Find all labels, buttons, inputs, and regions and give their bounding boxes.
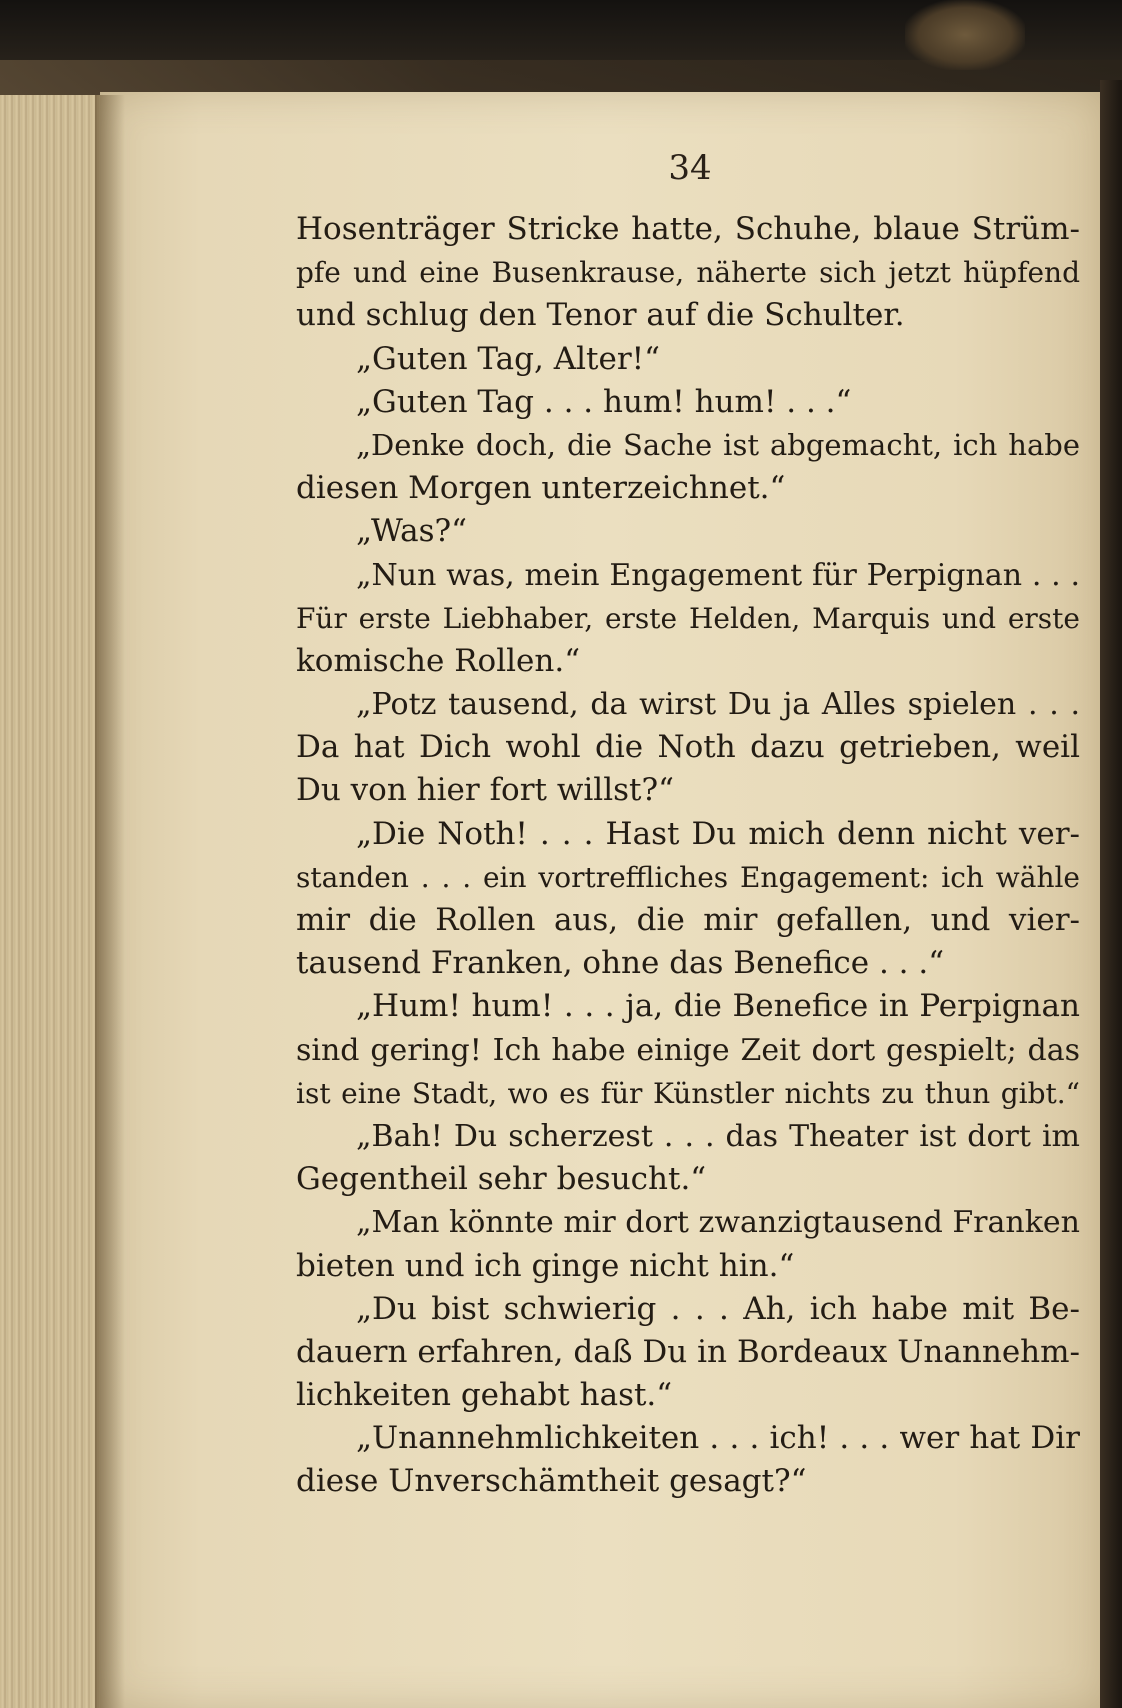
page-number: 34 xyxy=(668,148,712,188)
text-line: „Die Noth! . . . Hast Du mich denn nicht ver- xyxy=(356,815,1080,852)
text-line: Für erste Liebhaber, erste Helden, Marquis und erste xyxy=(296,601,1080,635)
text-line: „Potz tausend, da wirst Du ja Alles spielen . . . xyxy=(356,687,1080,723)
text-line: dauern erfahren, daß Du in Bordeaux Unannehm- xyxy=(296,1333,1080,1370)
text-line: „Nun was, mein Engagement für Perpignan . . . xyxy=(356,557,1080,593)
text-line: „Unannehmlichkeiten . . . ich! . . . wer hat Dir xyxy=(356,1420,1080,1457)
page-stack-edges xyxy=(0,95,110,1708)
text-line: pfe und eine Busenkrause, näherte sich jetzt hüpfend xyxy=(296,256,1080,290)
book-right-edge xyxy=(1100,80,1122,1708)
text-line: komische Rollen.“ xyxy=(296,642,581,679)
text-line: standen . . . ein vortreffliches Engagement: ich wähle xyxy=(296,860,1080,894)
text-line: ist eine Stadt, wo es für Künstler nichts zu thun gibt.“ xyxy=(296,1076,1080,1110)
text-line: Gegentheil sehr besucht.“ xyxy=(296,1161,707,1198)
text-line: diese Unverschämtheit gesagt?“ xyxy=(296,1463,807,1500)
text-line: Da hat Dich wohl die Noth dazu getrieben, weil xyxy=(296,729,1080,766)
text-line: und schlug den Tenor auf die Schulter. xyxy=(296,297,905,334)
text-line: mir die Rollen aus, die mir gefallen, und vier- xyxy=(296,902,1080,938)
text-line: Du von hier fort willst?“ xyxy=(296,772,674,809)
text-line: „Denke doch, die Sache ist abgemacht, ich habe xyxy=(356,427,1080,462)
text-line: „Guten Tag, Alter!“ xyxy=(356,340,660,377)
gutter-shadow xyxy=(95,95,125,1708)
text-line: sind gering! Ich habe einige Zeit dort gespielt; das xyxy=(296,1032,1080,1068)
text-line: bieten und ich ginge nicht hin.“ xyxy=(296,1247,795,1284)
text-line: Hosenträger Stricke hatte, Schuhe, blaue Strüm- xyxy=(296,211,1080,247)
text-line: „Guten Tag . . . hum! hum! . . .“ xyxy=(356,383,852,420)
text-line: lichkeiten gehabt hast.“ xyxy=(296,1377,673,1414)
page-text xyxy=(296,208,1080,1504)
text-line: „Bah! Du scherzest . . . das Theater ist dort im xyxy=(356,1118,1080,1154)
text-line: „Hum! hum! . . . ja, die Benefice in Perpignan xyxy=(356,988,1080,1025)
text-line: „Du bist schwierig . . . Ah, ich habe mit Be- xyxy=(356,1290,1080,1327)
text-line: „Man könnte mir dort zwanzigtausend Franken xyxy=(356,1205,1080,1241)
text-line: „Was?“ xyxy=(356,513,467,550)
bookmark-ribbon xyxy=(905,0,1025,70)
text-line: diesen Morgen unterzeichnet.“ xyxy=(296,470,786,507)
text-line: tausend Franken, ohne das Benefice . . .“ xyxy=(296,945,945,982)
